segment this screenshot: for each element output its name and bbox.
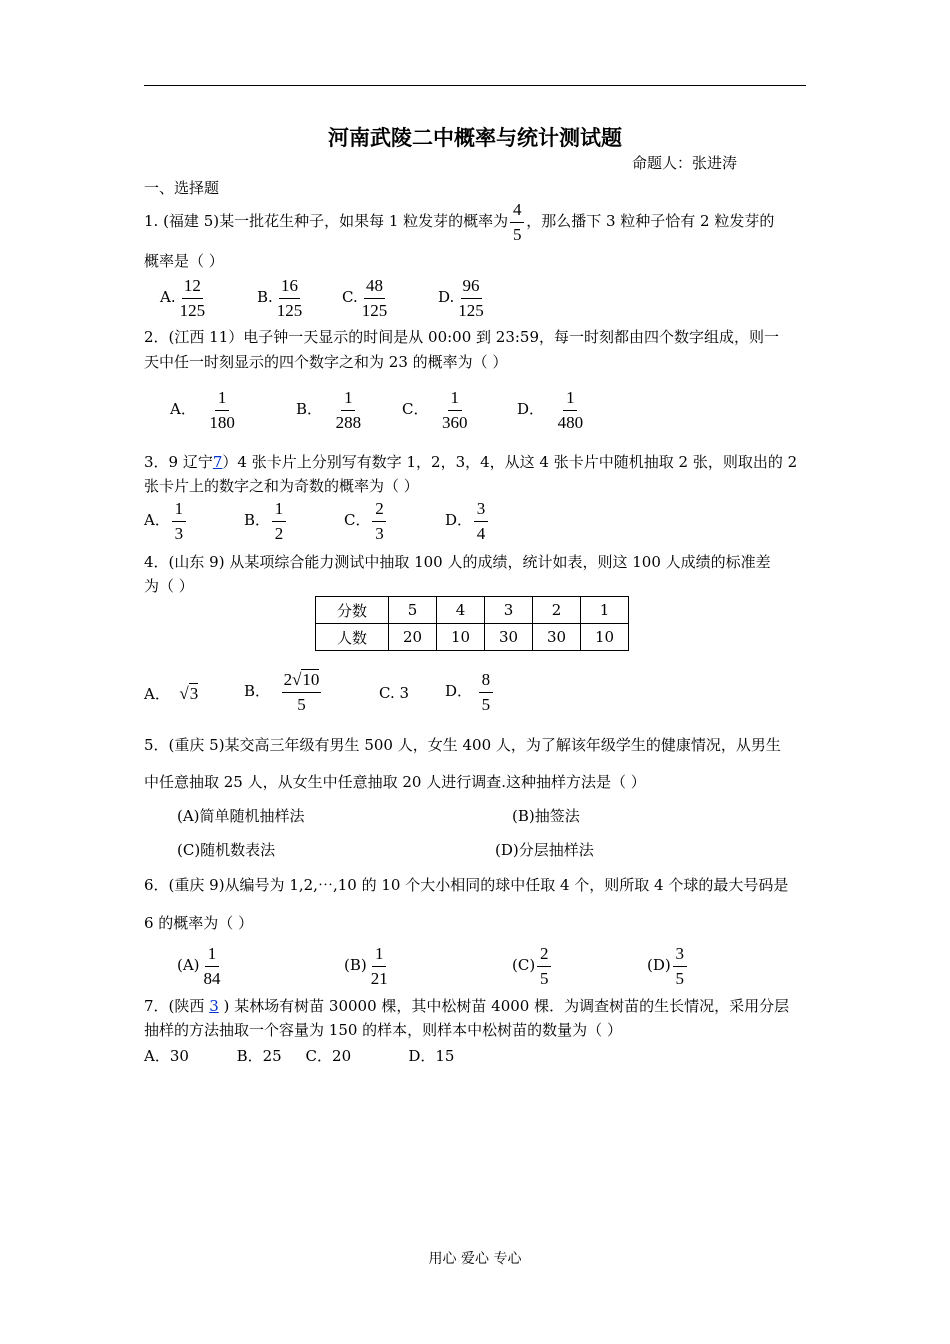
page-footer: 用心 爱心 专心 [428,1251,522,1267]
q6-option-a: (A) $\frac{1}{84}$ [177,944,221,988]
question-2-cont: 天中任一时刻显示的四个数字之和为 23 的概率为（ ） [144,353,508,371]
question-4: 4．(山东 9) 从某项综合能力测试中抽取 100 人的成绩，统计如表，则这 100 人成绩的标准差 [144,553,771,571]
question-3-cont: 张卡片上的数字之和为奇数的概率为（ ） [144,477,419,495]
header-rule [144,85,806,86]
q1-option-a: A. $\frac{12}{125}$ [160,276,206,320]
question-7-cont: 抽样的方法抽取一个容量为 150 的样本，则样本中松树苗的数量为（ ） [144,1021,622,1039]
q6-option-d: (D) $\frac{3}{5}$ [647,944,689,988]
question-6-cont: 6 的概率为（ ） [144,914,254,932]
q5-option-a: (A)简单随机抽样法 [177,807,305,825]
question-4-cont: 为（ ） [144,577,194,595]
score-table [315,596,629,651]
reference-link[interactable]: 7 [212,453,223,471]
q4-option-b: B． $\frac{2√10}{5}$ [244,670,320,714]
q3-option-b: B． $\frac{1}{2}$ [244,499,288,543]
q4-option-a: A． √3 [144,684,199,703]
question-3: 3．9 辽宁7）4 张卡片上分别写有数字 1，2，3，4，从这 4 张卡片中随机抽取 2 张，则取出的 2 [144,453,798,471]
q6-option-b: (B) $\frac{1}{21}$ [344,944,388,988]
question-1: 1. (福建 5)某一批花生种子，如果每 1 粒发芽的概率为 $\frac{4}{5}$ ，那么播下 3 粒种子恰有 2 粒发芽的 [144,200,775,244]
q5-option-c: (C)随机数表法 [177,841,276,859]
question-6: 6．(重庆 9)从编号为 1,2,⋯,10 的 10 个大小相同的球中任取 4 个，则所取 4 个球的最大号码是 [144,876,789,894]
q2-option-b: B． $\frac{1}{288}$ [296,388,362,432]
q1-option-b: B. $\frac{16}{125}$ [257,276,303,320]
question-1-cont: 概率是（ ） [144,252,224,270]
q1-option-c: C. $\frac{48}{125}$ [342,276,388,320]
question-5: 5．(重庆 5)某交高三年级有男生 500 人，女生 400 人，为了解该年级学生的健康情况，从男生 [144,736,781,754]
question-5-cont: 中任意抽取 25 人，从女生中任意抽取 20 人进行调查.这种抽样方法是（ ） [144,773,646,791]
q2-option-d: D． $\frac{1}{480}$ [517,388,584,432]
q3-option-c: C． $\frac{2}{3}$ [344,499,388,543]
table-row: 分数 5 4 3 2 1 [316,597,629,624]
section-heading: 一、选择题 [144,179,220,197]
author-line: 命题人：张进涛 [632,154,738,172]
fraction: $\frac{4}{5}$ [510,200,524,244]
q7-options: A．30 B．25 C．20 D．15 [144,1047,455,1065]
q1-option-d: D. $\frac{96}{125}$ [438,276,484,320]
q4-option-d: D． $\frac{8}{5}$ [445,670,495,714]
q4-option-c: C. 3 [379,684,410,702]
page-title: 河南武陵二中概率与统计测试题 [328,125,622,150]
q2-option-c: C． $\frac{1}{360}$ [402,388,468,432]
q6-option-c: (C) $\frac{2}{5}$ [512,944,553,988]
q5-option-d: (D)分层抽样法 [495,841,594,859]
q3-option-d: D． $\frac{3}{4}$ [445,499,490,543]
q2-option-a: A． $\frac{1}{180}$ [170,388,235,432]
question-2: 2．(江西 11）电子钟一天显示的时间是从 00:00 到 23:59，每一时刻都由四个数字组成，则一 [144,328,780,346]
table-row: 人数 20 10 30 30 10 [316,624,629,651]
reference-link[interactable]: 3 [209,997,219,1015]
q3-option-a: A． $\frac{1}{3}$ [144,499,188,543]
question-7: 7．(陕西 3 ) 某林场有树苗 30000 棵，其中松树苗 4000 棵．为调查树苗的生长情况，采用分层 [144,997,790,1015]
q5-option-b: (B)抽签法 [512,807,580,825]
